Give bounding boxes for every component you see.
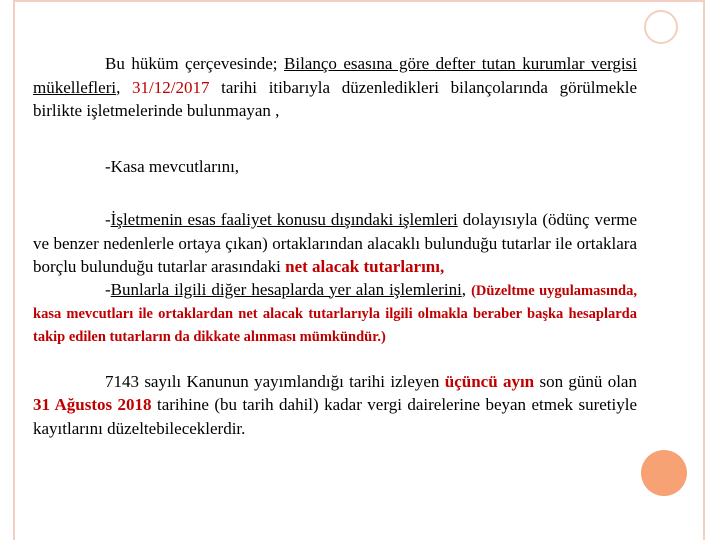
p4-dash: - xyxy=(105,279,111,299)
p1-underlined: Bilanço esasına göre defter tutan kurumlar vergisi mükellefleri xyxy=(33,54,637,97)
paragraph-isletme xyxy=(33,208,637,279)
p5-rest: tarihine (bu tarih dahil) kadar vergi dairelerine beyan etmek suretiyle kayıtlarını düzeltebileceklerdir. xyxy=(33,395,637,438)
p1-rest: tarihi itibarıyla düzenledikleri bilançolarında görülmekle birlikte işletmelerinde bulunmayan , xyxy=(33,77,638,120)
p5-highlight-date: 31 Ağustos 2018 xyxy=(33,395,152,414)
top-border xyxy=(13,0,705,2)
p4-comma: , xyxy=(461,279,472,299)
right-border xyxy=(703,0,705,540)
p4-note: (Düzeltme uygulamasında, kasa mevcutları ile ortaklardan net alacak tutarlarıyla ilgili olmakla beraber başka hesaplarda takip edilen tutarların da dikkate alınması mümkündür.) xyxy=(33,282,637,345)
p3-middle: dolayısıyla (ödünç verme ve benzer nedenlerle ortaya çıkan) ortaklarından alacaklı bulunduğu tutarlar ile ortaklara borçlu bulunduğu tutarlar arasındaki xyxy=(33,210,638,276)
p3-underlined: İşletmenin esas faaliyet konusu dışındaki işlemleri xyxy=(110,210,458,229)
p2-text: -Kasa mevcutlarını, xyxy=(105,156,240,176)
paragraph-diger-hesaplar xyxy=(33,279,637,348)
p3-highlight: net alacak tutarlarını, xyxy=(285,257,445,276)
paragraph-kasa xyxy=(33,155,637,179)
paragraph-kanun xyxy=(33,370,637,441)
p5-middle: son günü olan xyxy=(534,371,637,391)
decorative-circle-filled xyxy=(641,450,687,496)
p1-date: 31/12/2017 xyxy=(132,77,210,97)
p3-dash: - xyxy=(105,210,111,229)
p1-comma: , xyxy=(116,77,133,97)
p5-intro: 7143 sayılı Kanunun yayımlandığı tarihi izleyen xyxy=(105,371,445,391)
decorative-circle-outline xyxy=(644,10,678,44)
p1-intro: Bu hüküm çerçevesinde; xyxy=(105,54,285,73)
p4-underlined: Bunlarla ilgili diğer hesaplarda yer alan işlemlerini xyxy=(110,279,462,299)
slide-content xyxy=(33,52,637,440)
paragraph-bilanço xyxy=(33,52,637,123)
p5-highlight-month: üçüncü ayın xyxy=(444,371,535,391)
left-border xyxy=(13,0,15,540)
